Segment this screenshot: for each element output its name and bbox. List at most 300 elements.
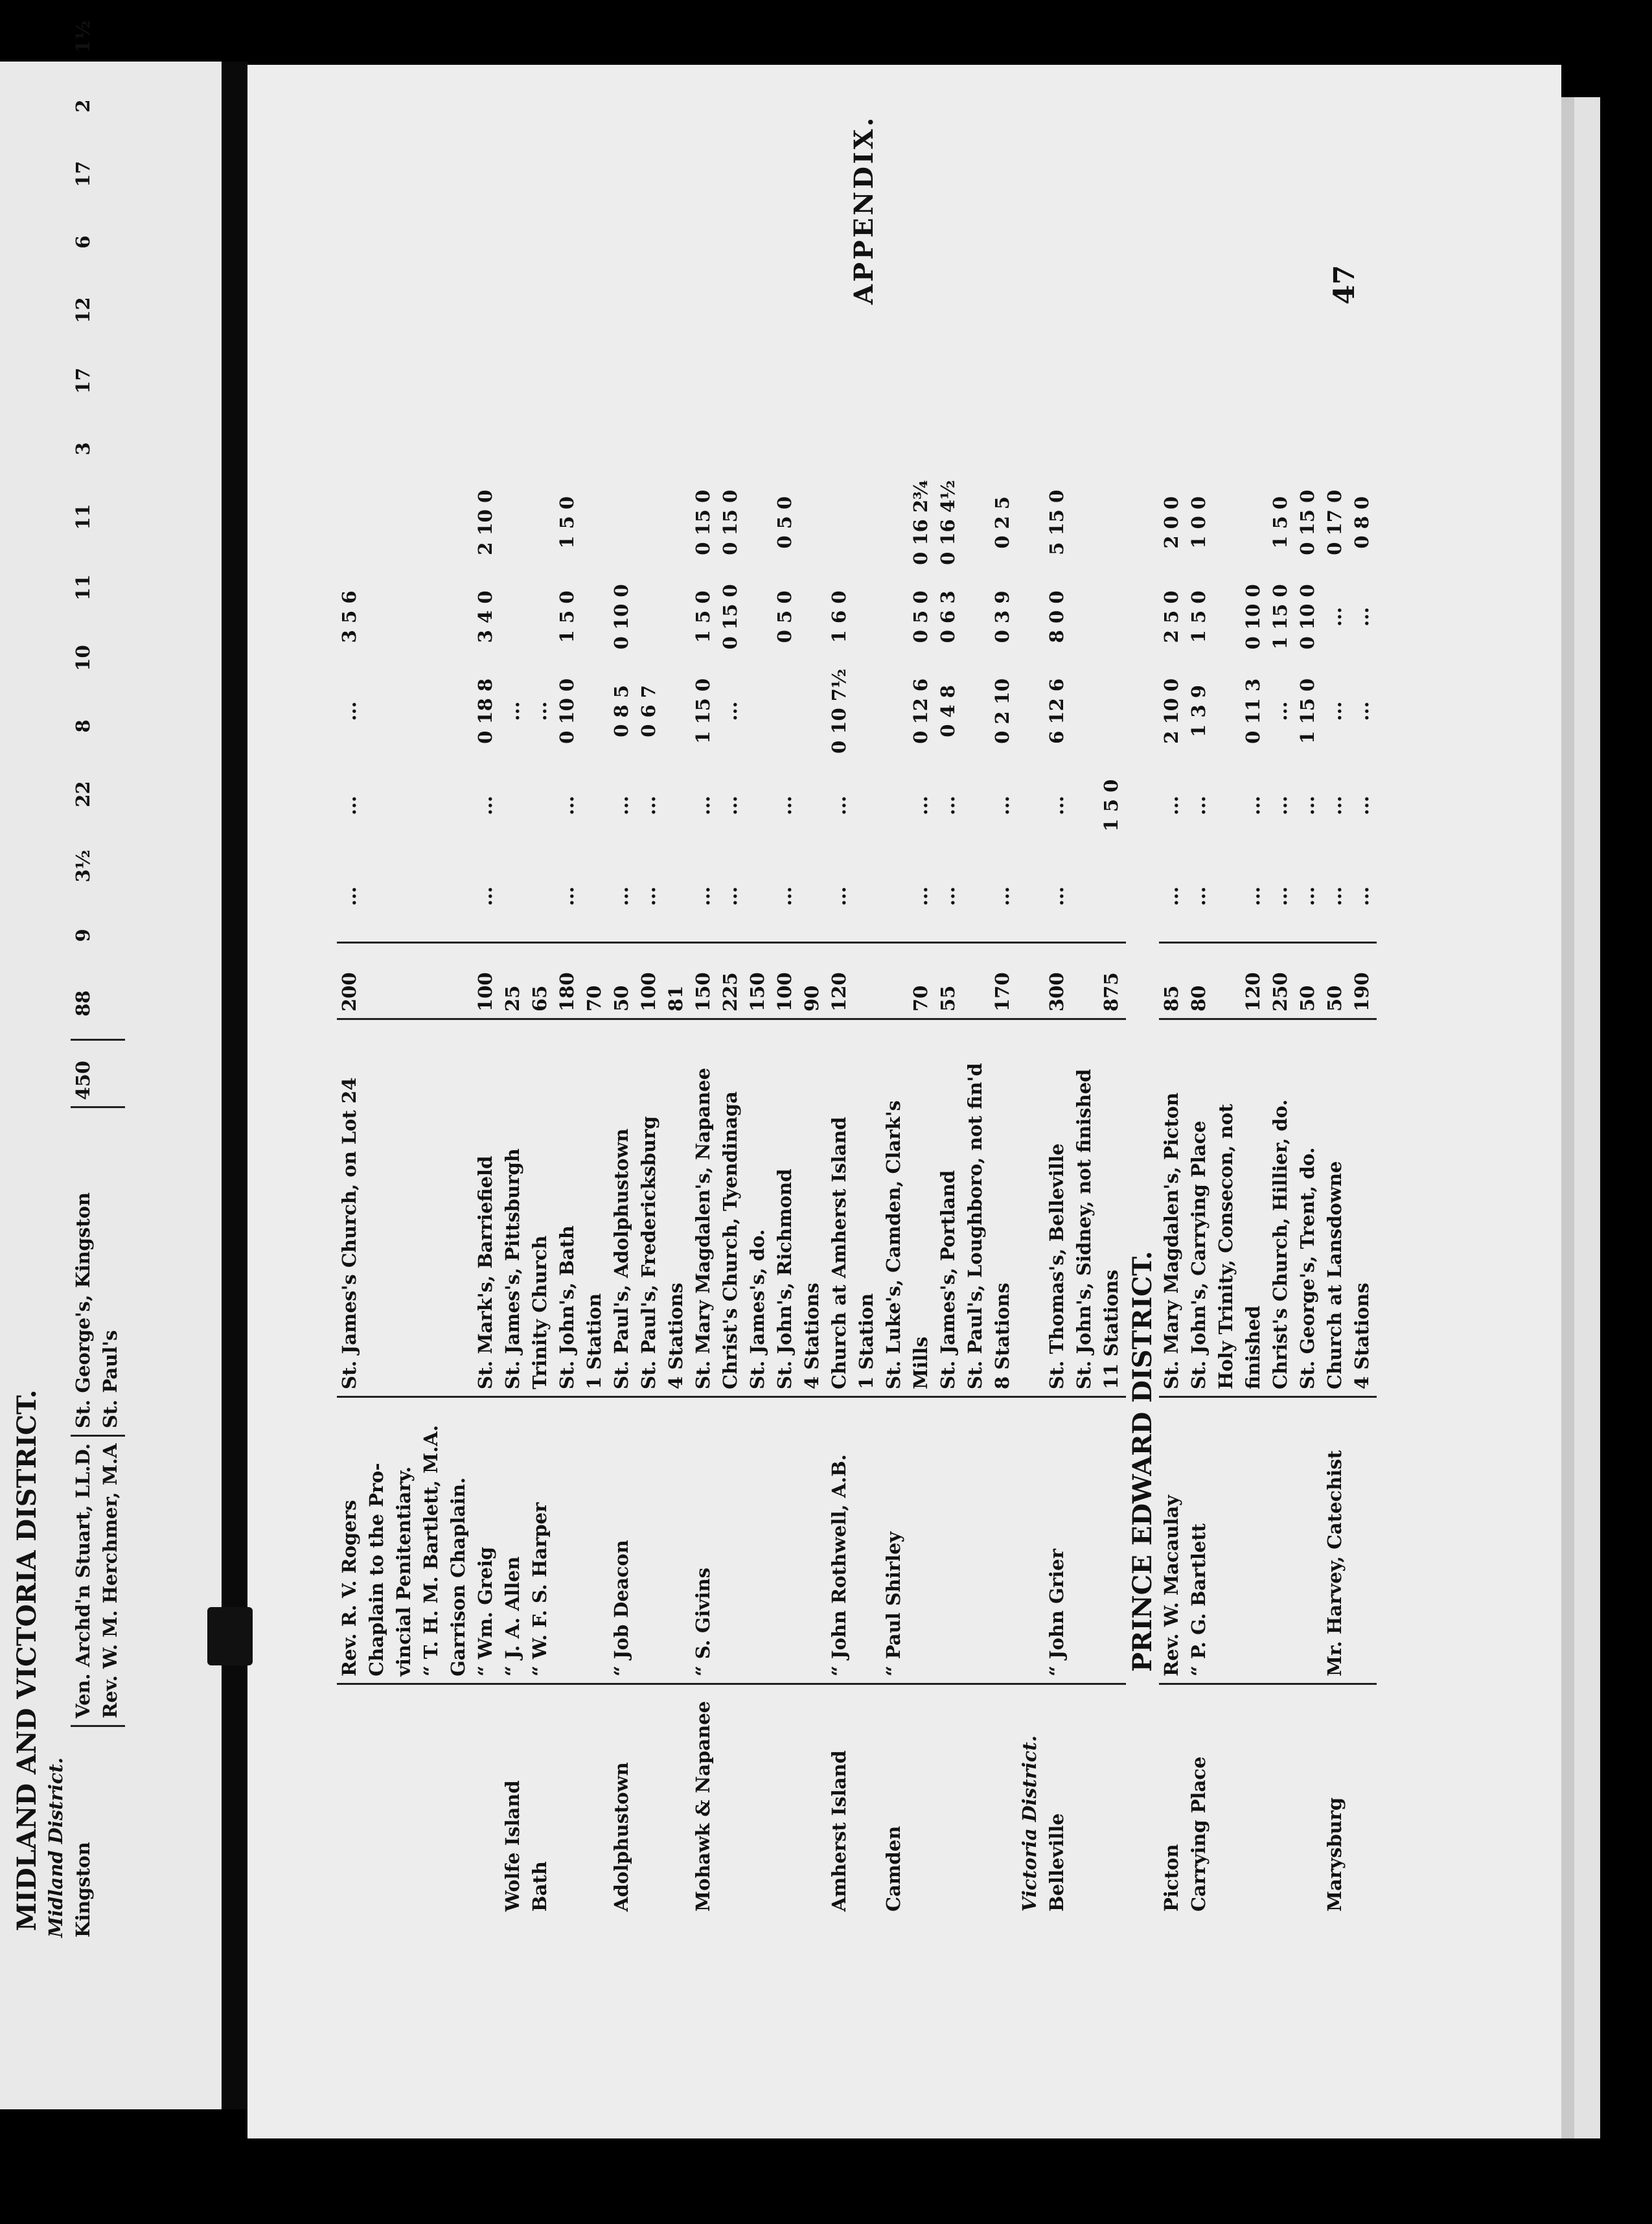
value-cell: 12 bbox=[72, 297, 94, 323]
table-row bbox=[364, 474, 391, 1918]
value-cell: 0 10 0 bbox=[1242, 584, 1264, 650]
church-cell: 8 Stations bbox=[990, 1019, 1017, 1397]
place-cell bbox=[473, 1684, 500, 1919]
church-cell bbox=[364, 1019, 391, 1397]
value-cell: ... bbox=[1351, 607, 1373, 627]
value-cell bbox=[419, 474, 446, 572]
cleric-cell: vincial Penitentiary. bbox=[391, 1397, 419, 1684]
value-cell bbox=[963, 474, 990, 572]
cleric-cell bbox=[935, 1397, 963, 1684]
place-cell: Mohawk & Napanee bbox=[692, 1700, 714, 1912]
church-cell: St. James's Church, on Lot 24 bbox=[337, 1019, 364, 1397]
value-cell: ... bbox=[556, 795, 578, 816]
value-cell bbox=[1213, 572, 1241, 662]
value-cell bbox=[582, 474, 609, 572]
sittings-cell: 190 bbox=[1349, 943, 1377, 1019]
value-cell: 1 5 0 bbox=[556, 590, 578, 643]
value-cell: 3½ bbox=[72, 850, 94, 883]
value-cell: 0 2 5 bbox=[991, 496, 1013, 549]
value-cell: 2 10 0 bbox=[1160, 678, 1182, 744]
value-cell: 17 bbox=[72, 367, 94, 394]
church-cell: Trinity Church bbox=[527, 1019, 555, 1397]
cleric-cell: “ Job Deacon bbox=[609, 1397, 636, 1684]
prev-district-row bbox=[43, 0, 71, 1944]
value-cell bbox=[391, 662, 419, 760]
book-gutter bbox=[222, 62, 247, 2109]
table-row bbox=[772, 474, 799, 1918]
value-cell bbox=[1072, 662, 1099, 760]
value-cell: ... bbox=[338, 795, 360, 816]
section-heading: PRINCE EDWARD DISTRICT. bbox=[1127, 1251, 1158, 1672]
table-row bbox=[799, 474, 827, 1918]
value-cell bbox=[745, 851, 772, 943]
value-cell: ... bbox=[910, 886, 932, 907]
value-cell: 0 2 10 bbox=[991, 678, 1013, 744]
value-cell: ... bbox=[610, 795, 632, 816]
table-row bbox=[745, 474, 772, 1918]
value-cell bbox=[527, 851, 555, 943]
table-row bbox=[500, 474, 527, 1918]
church-cell: St. John's, Sidney, not finished bbox=[1072, 1019, 1099, 1397]
value-cell bbox=[854, 572, 881, 662]
church-cell: St. John's, Richmond bbox=[772, 1019, 799, 1397]
table-row bbox=[1295, 474, 1322, 1918]
place-cell bbox=[419, 1684, 446, 1919]
value-cell bbox=[854, 760, 881, 851]
sittings-cell bbox=[98, 1039, 125, 1107]
church-cell bbox=[1017, 1019, 1044, 1397]
value-cell: ... bbox=[719, 701, 741, 721]
place-cell bbox=[854, 1684, 881, 1919]
value-cell bbox=[745, 572, 772, 662]
value-cell: ... bbox=[1160, 886, 1182, 907]
value-cell: 1 5 0 bbox=[556, 496, 578, 549]
value-cell: 0 10 0 bbox=[1296, 584, 1318, 650]
value-cell bbox=[446, 572, 473, 662]
place-cell bbox=[963, 1684, 990, 1919]
cleric-cell bbox=[1099, 1397, 1126, 1684]
church-cell: St. George's, Kingston bbox=[71, 1107, 98, 1436]
value-cell bbox=[500, 474, 527, 572]
value-cell bbox=[881, 474, 908, 572]
cleric-cell: “ T. H. M. Bartlett, M.A. bbox=[419, 1397, 446, 1684]
cleric-cell bbox=[1268, 1397, 1295, 1684]
church-cell: St. John's, Carrying Place bbox=[1186, 1019, 1213, 1397]
value-cell: 0 3 9 bbox=[991, 590, 1013, 643]
table-row bbox=[827, 474, 854, 1918]
place-cell bbox=[799, 1684, 827, 1919]
church-cell: 1 Station bbox=[582, 1019, 609, 1397]
church-cell: Christ's Church, Hillier, do. bbox=[1268, 1019, 1295, 1397]
value-cell: 0 18 8 bbox=[474, 678, 496, 744]
place-cell bbox=[990, 1684, 1017, 1919]
place-cell bbox=[1349, 1684, 1377, 1919]
value-cell: ... bbox=[719, 795, 741, 816]
value-cell: 1 5 0 bbox=[1187, 590, 1210, 643]
church-cell: St. James's, Portland bbox=[935, 1019, 963, 1397]
value-cell bbox=[500, 851, 527, 943]
value-cell bbox=[663, 760, 691, 851]
sittings-cell: 55 bbox=[935, 943, 963, 1019]
place-cell bbox=[663, 1684, 691, 1919]
value-cell bbox=[1213, 662, 1241, 760]
place-cell: Kingston bbox=[72, 1842, 94, 1938]
value-cell: 1½ bbox=[72, 20, 94, 53]
table-row bbox=[908, 474, 935, 1918]
value-cell bbox=[1017, 760, 1044, 851]
value-cell: 3 4 0 bbox=[474, 590, 496, 643]
place-cell bbox=[582, 1684, 609, 1919]
value-cell: 1 0 0 bbox=[1187, 496, 1210, 549]
table-row bbox=[963, 474, 990, 1918]
place-cell: Bath bbox=[529, 1861, 551, 1912]
cleric-cell bbox=[1295, 1397, 1322, 1684]
sittings-cell: 65 bbox=[527, 943, 555, 1019]
church-cell: 11 Stations bbox=[1099, 1019, 1126, 1397]
sittings-cell: 100 bbox=[473, 943, 500, 1019]
church-cell: St. Thomas's, Belleville bbox=[1044, 1019, 1072, 1397]
sittings-cell: 70 bbox=[908, 943, 935, 1019]
table-row bbox=[990, 474, 1017, 1918]
value-cell: 0 10 7½ bbox=[828, 668, 850, 754]
value-cell: 1 15 0 bbox=[692, 678, 714, 744]
value-cell bbox=[854, 474, 881, 572]
previous-page-table bbox=[10, 0, 125, 1944]
cleric-cell bbox=[854, 1397, 881, 1684]
value-cell: 0 17 0 bbox=[1324, 489, 1346, 555]
value-cell bbox=[364, 851, 391, 943]
table-row bbox=[1186, 474, 1213, 1918]
value-cell bbox=[391, 760, 419, 851]
table-row bbox=[636, 474, 663, 1918]
sittings-cell: 150 bbox=[745, 943, 772, 1019]
value-cell bbox=[391, 572, 419, 662]
sittings-cell: 300 bbox=[1044, 943, 1072, 1019]
value-cell bbox=[663, 662, 691, 760]
place-cell: Carrying Place bbox=[1187, 1756, 1210, 1912]
clergy-table bbox=[337, 474, 1377, 1918]
value-cell bbox=[854, 851, 881, 943]
sittings-cell: 875 bbox=[1099, 943, 1126, 1019]
cleric-cell: Chaplain to the Pro- bbox=[364, 1397, 391, 1684]
value-cell bbox=[745, 760, 772, 851]
sittings-cell: 150 bbox=[691, 943, 718, 1019]
place-cell bbox=[364, 1684, 391, 1919]
value-cell: 1 15 0 bbox=[1296, 678, 1318, 744]
cleric-cell bbox=[1017, 1397, 1044, 1684]
value-cell bbox=[527, 760, 555, 851]
sittings-cell bbox=[1017, 943, 1044, 1019]
value-cell bbox=[854, 662, 881, 760]
place-cell bbox=[1099, 1684, 1126, 1919]
sittings-cell: 85 bbox=[1159, 943, 1186, 1019]
value-cell bbox=[1213, 474, 1241, 572]
value-cell: 0 10 0 bbox=[556, 678, 578, 744]
church-cell: 4 Stations bbox=[799, 1019, 827, 1397]
value-cell bbox=[745, 662, 772, 760]
value-cell: 0 16 4½ bbox=[937, 480, 959, 565]
value-cell bbox=[827, 474, 854, 572]
value-cell: ... bbox=[556, 886, 578, 907]
value-cell bbox=[663, 851, 691, 943]
value-cell: ... bbox=[1046, 886, 1068, 907]
value-cell bbox=[419, 760, 446, 851]
value-cell bbox=[446, 851, 473, 943]
church-cell: St. George's, Trent, do. bbox=[1295, 1019, 1322, 1397]
value-cell: ... bbox=[637, 886, 660, 907]
page-content bbox=[337, 104, 1438, 1918]
value-cell: 0 10 0 bbox=[610, 584, 632, 650]
value-cell: ... bbox=[1269, 795, 1291, 816]
cleric-cell bbox=[718, 1397, 745, 1684]
value-cell bbox=[1017, 572, 1044, 662]
sittings-cell: 120 bbox=[827, 943, 854, 1019]
value-cell bbox=[963, 760, 990, 851]
table-row bbox=[71, 0, 98, 1944]
cleric-cell bbox=[1213, 1397, 1241, 1684]
value-cell: 0 8 5 bbox=[610, 685, 632, 737]
page-number-wrap bbox=[1328, 265, 1361, 305]
sittings-cell: 250 bbox=[1268, 943, 1295, 1019]
page-number: 47 bbox=[1328, 264, 1361, 305]
cleric-cell bbox=[799, 1397, 827, 1684]
table-row bbox=[473, 474, 500, 1918]
value-cell: ... bbox=[1187, 795, 1210, 816]
table-row bbox=[609, 474, 636, 1918]
table-row bbox=[337, 474, 364, 1918]
table-row bbox=[1322, 474, 1349, 1918]
value-cell bbox=[636, 474, 663, 572]
value-cell bbox=[446, 662, 473, 760]
value-cell: ... bbox=[774, 886, 796, 907]
value-cell: ... bbox=[774, 795, 796, 816]
table-row bbox=[391, 474, 419, 1918]
value-cell: ... bbox=[529, 701, 551, 721]
value-cell: ... bbox=[474, 795, 496, 816]
value-cell bbox=[1072, 851, 1099, 943]
church-cell bbox=[446, 1019, 473, 1397]
value-cell bbox=[1241, 474, 1268, 572]
value-cell: ... bbox=[1351, 701, 1373, 721]
value-cell bbox=[881, 760, 908, 851]
value-cell: ... bbox=[474, 886, 496, 907]
place-cell: Picton bbox=[1160, 1844, 1182, 1912]
value-cell bbox=[364, 662, 391, 760]
value-cell bbox=[419, 662, 446, 760]
place-cell bbox=[1072, 1684, 1099, 1919]
prev-heading-row bbox=[10, 0, 43, 1944]
cleric-cell bbox=[663, 1397, 691, 1684]
table-row bbox=[1159, 474, 1186, 1918]
value-cell: ... bbox=[719, 886, 741, 907]
cleric-cell bbox=[963, 1397, 990, 1684]
value-cell bbox=[636, 572, 663, 662]
church-cell: St. Paul's, Loughboro, not fin'd bbox=[963, 1019, 990, 1397]
value-cell: ... bbox=[1046, 795, 1068, 816]
cleric-cell bbox=[555, 1397, 582, 1684]
church-cell: 4 Stations bbox=[663, 1019, 691, 1397]
value-cell bbox=[799, 474, 827, 572]
church-cell: 4 Stations bbox=[1349, 1019, 1377, 1397]
place-cell: Victoria District. bbox=[1018, 1735, 1040, 1912]
value-cell: ... bbox=[1242, 795, 1264, 816]
value-cell: 6 bbox=[72, 235, 94, 249]
value-cell bbox=[391, 474, 419, 572]
value-cell: ... bbox=[1351, 886, 1373, 907]
table-row bbox=[1268, 474, 1295, 1918]
church-cell: Church at Lansdowne bbox=[1322, 1019, 1349, 1397]
church-cell bbox=[391, 1019, 419, 1397]
value-cell: ... bbox=[1296, 886, 1318, 907]
value-cell: 8 bbox=[72, 719, 94, 733]
church-cell: Christ's Church, Tyendinaga bbox=[718, 1019, 745, 1397]
church-cell bbox=[419, 1019, 446, 1397]
value-cell bbox=[881, 851, 908, 943]
running-header-wrap bbox=[849, 115, 879, 305]
value-cell: ... bbox=[692, 795, 714, 816]
church-cell: St. John's, Bath bbox=[555, 1019, 582, 1397]
value-cell bbox=[582, 851, 609, 943]
value-cell: 6 12 6 bbox=[1046, 678, 1068, 744]
place-cell: Wolfe Island bbox=[501, 1780, 523, 1912]
sittings-cell bbox=[854, 943, 881, 1019]
value-cell bbox=[1099, 572, 1126, 662]
church-cell: Holy Trinity, Consecon, not bbox=[1213, 1019, 1241, 1397]
value-cell bbox=[609, 474, 636, 572]
place-cell bbox=[98, 1726, 125, 1944]
sittings-cell: 50 bbox=[1295, 943, 1322, 1019]
cleric-cell bbox=[582, 1397, 609, 1684]
church-cell: St. Mark's, Barriefield bbox=[473, 1019, 500, 1397]
place-cell bbox=[636, 1684, 663, 1919]
district-row bbox=[1017, 474, 1044, 1918]
value-cell: ... bbox=[1296, 795, 1318, 816]
value-cell: ... bbox=[1324, 886, 1346, 907]
value-cell: 2 bbox=[72, 99, 94, 113]
table-row bbox=[1213, 474, 1241, 1918]
value-cell: 0 6 3 bbox=[937, 590, 959, 643]
value-cell bbox=[663, 572, 691, 662]
sittings-cell bbox=[364, 943, 391, 1019]
sittings-cell: 120 bbox=[1241, 943, 1268, 1019]
value-cell bbox=[799, 662, 827, 760]
value-cell: ... bbox=[1187, 886, 1210, 907]
value-cell: 0 5 0 bbox=[910, 590, 932, 643]
value-cell: 1 6 0 bbox=[828, 590, 850, 643]
value-cell bbox=[1099, 662, 1126, 760]
table-row bbox=[663, 474, 691, 1918]
table-row bbox=[854, 474, 881, 1918]
value-cell: 0 5 0 bbox=[774, 496, 796, 549]
value-cell: 0 16 2¾ bbox=[910, 480, 932, 565]
church-cell: St. Mary Magdalen's, Picton bbox=[1159, 1019, 1186, 1397]
place-cell bbox=[555, 1684, 582, 1919]
cleric-cell: “ Paul Shirley bbox=[881, 1397, 908, 1684]
table-row bbox=[935, 474, 963, 1918]
cleric-cell: “ John Grier bbox=[1044, 1397, 1072, 1684]
value-cell bbox=[963, 662, 990, 760]
value-cell: ... bbox=[637, 795, 660, 816]
cleric-cell: “ John Rothwell, A.B. bbox=[827, 1397, 854, 1684]
value-cell bbox=[364, 572, 391, 662]
value-cell bbox=[391, 851, 419, 943]
table-row bbox=[527, 474, 555, 1918]
cleric-cell bbox=[636, 1397, 663, 1684]
value-cell: 2 0 0 bbox=[1160, 496, 1182, 549]
sittings-cell bbox=[391, 943, 419, 1019]
place-cell bbox=[1295, 1684, 1322, 1919]
value-cell bbox=[772, 662, 799, 760]
place-cell: Camden bbox=[882, 1825, 904, 1912]
place-cell bbox=[337, 1684, 364, 1919]
prev-district-label: Midland District. bbox=[45, 1757, 67, 1938]
value-cell: ... bbox=[937, 886, 959, 907]
church-cell: St. Paul's, Fredericksburg bbox=[636, 1019, 663, 1397]
value-cell: 1 5 0 bbox=[1100, 779, 1122, 832]
value-cell bbox=[419, 572, 446, 662]
church-cell: St. Paul's bbox=[98, 1107, 125, 1436]
sittings-cell: 50 bbox=[609, 943, 636, 1019]
value-cell bbox=[1213, 760, 1241, 851]
previous-page-content bbox=[10, 0, 218, 1944]
value-cell bbox=[446, 760, 473, 851]
cleric-cell: “ W. F. S. Harper bbox=[527, 1397, 555, 1684]
sittings-cell: 81 bbox=[663, 943, 691, 1019]
value-cell bbox=[1017, 474, 1044, 572]
place-cell bbox=[772, 1684, 799, 1919]
place-cell bbox=[1213, 1684, 1241, 1919]
value-cell: 1 5 0 bbox=[1269, 496, 1291, 549]
value-cell bbox=[963, 572, 990, 662]
place-cell bbox=[1268, 1684, 1295, 1919]
value-cell: 0 15 0 bbox=[1296, 489, 1318, 555]
table-row bbox=[691, 474, 718, 1918]
sittings-cell bbox=[1072, 943, 1099, 1019]
value-cell bbox=[963, 851, 990, 943]
value-cell bbox=[582, 572, 609, 662]
cleric-cell bbox=[990, 1397, 1017, 1684]
value-cell bbox=[1017, 662, 1044, 760]
sittings-cell: 200 bbox=[337, 943, 364, 1019]
table-row bbox=[1241, 474, 1268, 1918]
value-cell bbox=[799, 572, 827, 662]
place-cell bbox=[745, 1684, 772, 1919]
value-cell: 17 bbox=[72, 161, 94, 187]
value-cell: ... bbox=[1324, 701, 1346, 721]
cleric-cell: Rev. R. V. Rogers bbox=[337, 1397, 364, 1684]
place-cell bbox=[391, 1684, 419, 1919]
value-cell bbox=[1213, 851, 1241, 943]
cleric-cell bbox=[772, 1397, 799, 1684]
sittings-cell: 70 bbox=[582, 943, 609, 1019]
cleric-cell bbox=[1072, 1397, 1099, 1684]
value-cell bbox=[799, 851, 827, 943]
value-cell: ... bbox=[610, 886, 632, 907]
sittings-cell: 100 bbox=[636, 943, 663, 1019]
value-cell bbox=[881, 572, 908, 662]
table-row bbox=[1099, 474, 1126, 1918]
value-cell: 0 12 6 bbox=[910, 678, 932, 744]
value-cell: ... bbox=[991, 886, 1013, 907]
cleric-cell bbox=[1241, 1397, 1268, 1684]
cleric-cell: Rev. W. Macaulay bbox=[1159, 1397, 1186, 1684]
sittings-cell: 170 bbox=[990, 943, 1017, 1019]
value-cell: 3 bbox=[72, 442, 94, 456]
value-cell: 0 15 0 bbox=[719, 489, 741, 555]
value-cell: 0 11 3 bbox=[1242, 678, 1264, 744]
table-row bbox=[1044, 474, 1072, 1918]
value-cell: 2 10 0 bbox=[474, 489, 496, 555]
